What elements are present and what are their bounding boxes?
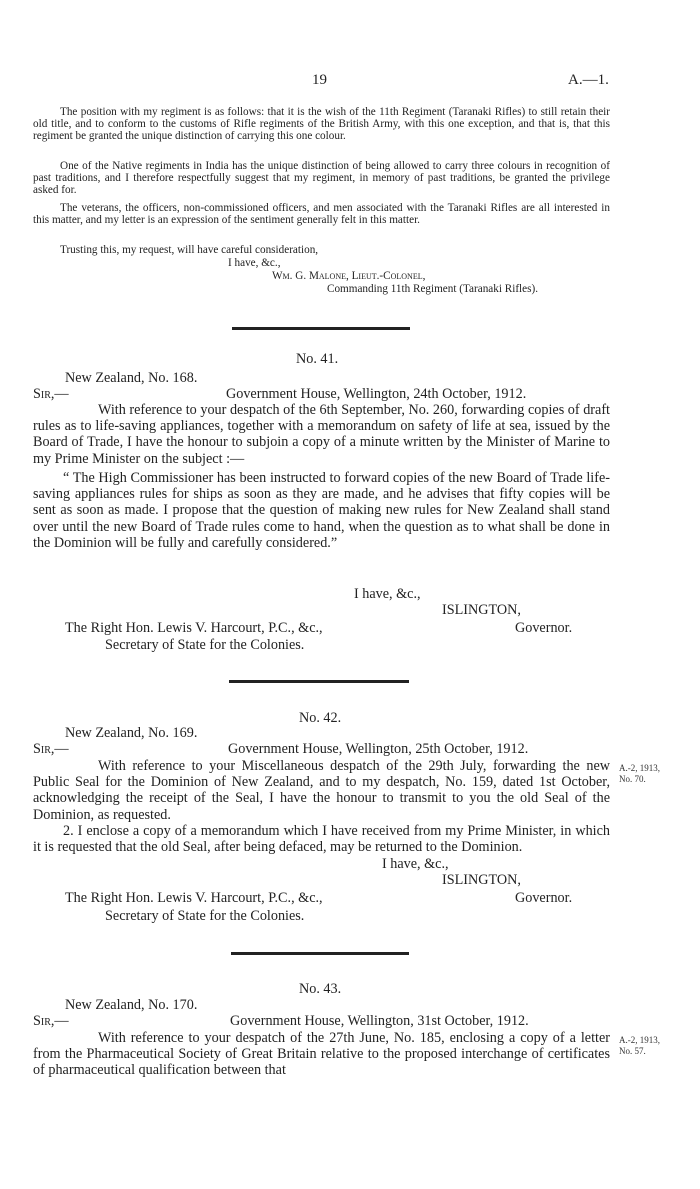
- despatch-quote: “ The High Commissioner has been instructed to forward copies of the new Board of Trade life-saving appliances rules for ships as soon as they are made, and he advises that fifty copies will be sent as soon as made. I propose that the question of making new rules for New Zealand shall stand over until the new Board of Trade rules come to hand, when the question as to what shall be done in the Dominion will be fully and carefully considered.”: [33, 470, 610, 551]
- top-signature: Wm. G. Malone, Lieut.-Colonel,: [272, 270, 426, 282]
- salutation: Sir,—: [33, 741, 69, 757]
- top-paragraph-1: The position with my regiment is as follows: that it is the wish of the 11th Regiment (Taranaki Rifles) to still retain their old title, and to conform to the customs of Rifle regiments of the British Army, with this one exception, and that is, that this regiment be granted the unique distinction of carrying this one colour.: [33, 106, 610, 142]
- despatch-number: No. 43.: [299, 981, 342, 997]
- despatch-recipient: The Right Hon. Lewis V. Harcourt, P.C., &c.,: [65, 890, 323, 906]
- despatch-ref: New Zealand, No. 170.: [65, 997, 198, 1013]
- despatch-ref: New Zealand, No. 169.: [65, 725, 198, 741]
- despatch-recipient-title: Secretary of State for the Colonies.: [105, 637, 305, 653]
- despatch-signer-title: Governor.: [515, 890, 573, 906]
- despatch-closing: I have, &c.,: [382, 856, 449, 872]
- page-number: 19: [312, 72, 327, 88]
- salutation: Sir,—: [33, 1013, 69, 1029]
- despatch-address: Government House, Wellington, 24th October, 1912.: [226, 386, 527, 402]
- despatch-closing: I have, &c.,: [354, 586, 421, 602]
- section-divider: [232, 327, 410, 330]
- despatch-paragraph: 2. I enclose a copy of a memorandum which I have received from my Prime Minister, in which it is requested that the old Seal, after being defaced, may be returned to the Dominion.: [33, 823, 610, 856]
- top-paragraph-4: Trusting this, my request, will have careful consideration,: [60, 244, 319, 256]
- section-divider: [229, 680, 409, 683]
- despatch-address: Government House, Wellington, 25th October, 1912.: [228, 741, 529, 757]
- despatch-ref: New Zealand, No. 168.: [65, 370, 198, 386]
- top-paragraph-3: The veterans, the officers, non-commissioned officers, and men associated with the Taranaki Rifles are all interested in this matter, and my letter is an expression of the sentiment generally felt in this matter.: [33, 202, 610, 226]
- top-paragraph-2: One of the Native regiments in India has the unique distinction of being allowed to carry three colours in recognition of past traditions, and I therefore respectfully suggest that my regiment, in memory of past traditions, be granted the privilege asked for.: [33, 160, 610, 196]
- margin-note: No. 70.: [619, 774, 646, 784]
- margin-note: A.-2, 1913,: [619, 1035, 660, 1045]
- top-closing: I have, &c.,: [228, 257, 281, 269]
- margin-note: A.-2, 1913,: [619, 763, 660, 773]
- despatch-address: Government House, Wellington, 31st October, 1912.: [230, 1013, 529, 1029]
- despatch-number: No. 42.: [299, 710, 342, 726]
- despatch-signer-title: Governor.: [515, 620, 573, 636]
- despatch-number: No. 41.: [296, 351, 339, 367]
- despatch-recipient: The Right Hon. Lewis V. Harcourt, P.C., &c.,: [65, 620, 323, 636]
- despatch-recipient-title: Secretary of State for the Colonies.: [105, 908, 305, 924]
- despatch-signer: ISLINGTON,: [442, 872, 521, 888]
- despatch-paragraph: With reference to your despatch of the 6th September, No. 260, forwarding copies of draft rules as to life-saving appliances, together with a memorandum on safety of life at sea, issued by the Board of Trade, I have the honour to subjoin a copy of a minute written by the Minister of Marine to my Prime Minister on the subject :—: [33, 402, 610, 467]
- salutation: Sir,—: [33, 386, 69, 402]
- margin-note: No. 57.: [619, 1046, 646, 1056]
- despatch-paragraph: With reference to your despatch of the 27th June, No. 185, enclosing a copy of a letter from the Pharmaceutical Society of Great Britain relative to the proposed interchange of certificates of pharmaceutical qualification between that: [33, 1030, 610, 1079]
- section-divider: [231, 952, 409, 955]
- top-signature-title: Commanding 11th Regiment (Taranaki Rifles).: [327, 283, 539, 295]
- series-label: A.—1.: [568, 72, 609, 88]
- despatch-paragraph: With reference to your Miscellaneous despatch of the 29th July, forwarding the new Public Seal for the Dominion of New Zealand, and to my despatch, No. 159, dated 1st October, acknowledging the receipt of the Seal, I have the honour to transmit to you the old Seal of the Dominion, as requested.: [33, 758, 610, 823]
- despatch-signer: ISLINGTON,: [442, 602, 521, 618]
